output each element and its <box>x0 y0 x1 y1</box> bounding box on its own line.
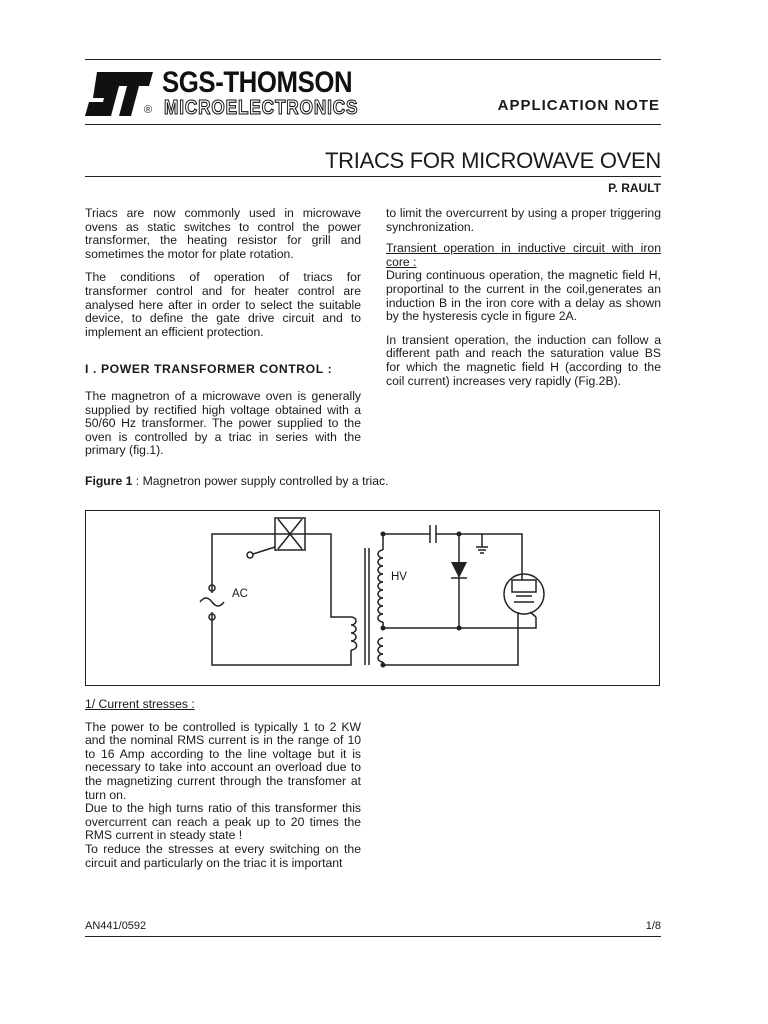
title-rule <box>85 176 661 177</box>
continuous-operation-paragraph: During continuous operation, the magnetic field H, proportinal to the current in the coil,generates an induction B in the iron core with a delay as shown by the hysteresis cycle in figure 2A. <box>386 268 661 324</box>
author: P. RAULT <box>608 181 661 195</box>
division-name: MICROELECTRONICS <box>164 97 359 119</box>
right-column <box>386 207 661 398</box>
section1-heading: I . POWER TRANSFORMER CONTROL : <box>85 362 333 377</box>
transient-operation-paragraph: In transient operation, the induction can follow a different path and reach the saturation value BS for which the magnetic field H (according to the coil current) increases very rapidly (Fig.2B). <box>386 332 661 388</box>
header-rule <box>85 124 661 125</box>
company-name: SGS-THOMSON <box>162 66 353 99</box>
overcurrent-paragraph: to limit the overcurrent by using a proper triggering synchronization. <box>386 206 661 234</box>
page-title: TRIACS FOR MICROWAVE OVEN <box>325 148 661 173</box>
figure1-caption-text: : Magnetron power supply controlled by a triac. <box>132 474 389 488</box>
figure1-label: Figure 1 <box>85 474 133 488</box>
footer-rule <box>85 936 661 937</box>
footer-page-number: 1/8 <box>645 920 661 932</box>
turns-ratio-paragraph: Due to the high turns ratio of this transformer this overcurrent can reach a peak up to 20 times the RMS current in steady state ! <box>85 801 361 843</box>
ac-label: AC <box>232 588 248 600</box>
circuit-diagram <box>85 510 660 686</box>
figure1-frame <box>85 510 660 686</box>
figure1-caption <box>85 474 388 488</box>
hv-label: HV <box>391 571 407 583</box>
transient-subheading: Transient operation in inductive circuit with iron core : <box>386 241 661 269</box>
top-rule <box>85 59 661 60</box>
current-stresses-section <box>85 698 361 870</box>
doc-type: APPLICATION NOTE <box>497 97 660 114</box>
power-paragraph: The power to be controlled is typically 1 to 2 KW and the nominal RMS current is in the range of 10 to 16 Amp according to the line voltage but it is necessary to take into account an overload due to the magnetizing current through the transfomer at turn on. <box>85 719 361 802</box>
footer-doc-id: AN441/0592 <box>85 920 147 932</box>
conditions-paragraph: The conditions of operation of triacs for transformer control and for heater control are analysed here after in order to select the suitable device, to define the gate drive circuit and to implement an efficient protection. <box>85 270 361 339</box>
current-stresses-heading: 1/ Current stresses : <box>85 697 195 711</box>
registered-mark: ® <box>144 104 153 116</box>
reduce-stresses-paragraph: To reduce the stresses at every switching on the circuit and particularly on the triac it is important <box>85 841 361 870</box>
magnetron-paragraph: The magnetron of a microwave oven is generally supplied by rectified high voltage obtained with a 50/60 Hz transformer. The power supplied to the oven is controlled by a triac in series with the primary (fig.1). <box>85 388 361 458</box>
intro-paragraph: Triacs are now commonly used in microwave ovens as static switches to control the power transformer, the heating resistor for grill and sometimes the motor for plate rotation. <box>85 206 361 261</box>
left-column <box>85 207 361 468</box>
